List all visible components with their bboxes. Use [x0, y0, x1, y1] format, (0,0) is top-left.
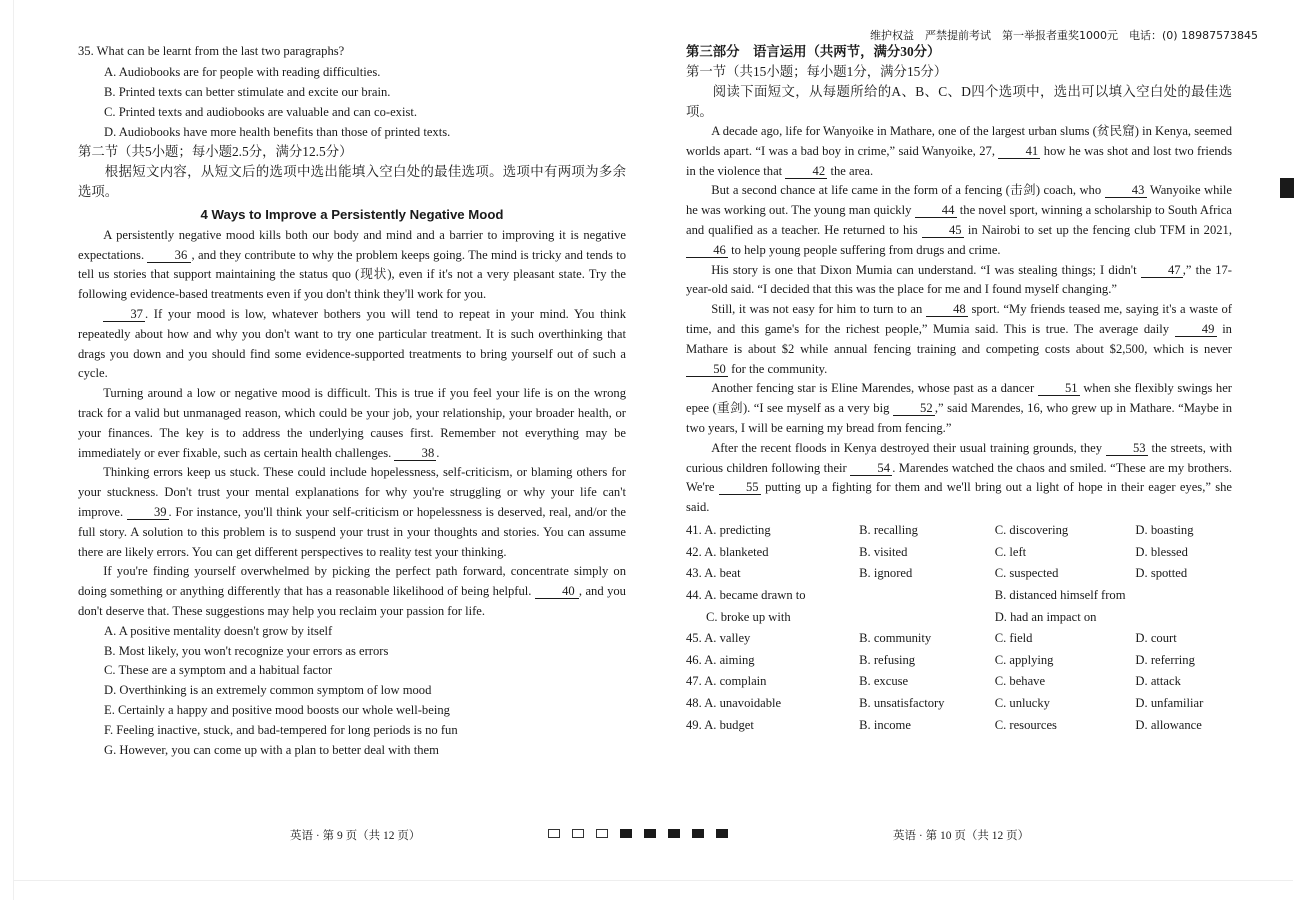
- filled-square-marker: [716, 829, 728, 838]
- answer-option-cell: [859, 585, 995, 607]
- answer-row: [686, 714, 1246, 736]
- answer-row: [686, 693, 1246, 715]
- open-square-marker: [596, 829, 608, 838]
- answer-option-cell: B. ignored: [859, 566, 913, 581]
- answer-row: [686, 650, 1246, 672]
- option-g: G. However, you can come up with a plan to better deal with them: [104, 742, 439, 757]
- right-page-footer: 英语 · 第 10 页（共 12 页）: [893, 830, 1030, 842]
- cloze-paragraph-6: After the recent floods in Kenya destroyed their usual training grounds, they 53 the streets, with curious children following their 54 . Marendes watched the chaos and smiled. “These are my brothers. We're 55 putting up a fighting for them and we'll bring out a light of hope in their eager eyes,” she said.: [686, 440, 1232, 515]
- blank-44: 44: [915, 203, 957, 218]
- answer-row: [686, 628, 1246, 650]
- blank-43: 43: [1105, 183, 1147, 198]
- section-2-instruction: 根据短文内容，从短文后的选项中选出能填入空白处的最佳选项。选项中有两项为多余选项。: [78, 163, 626, 199]
- answer-option-cell: C. unlucky: [994, 695, 1050, 710]
- answer-option-cell: 44. A. became drawn to: [686, 588, 806, 603]
- blank-36: 36: [147, 248, 191, 263]
- blank-52: 52: [893, 401, 935, 416]
- article-paragraph-4: Thinking errors keep us stuck. These could include hopelessness, self-criticism, or blaming others for your stuckness. Don't trust your mental explanations for why you're struggling or why your life can't improve. 39 . For instance, you'll think your self-criticism or hopelessness is deserved, real, and/or the full story. A solution to this problem is to suspend your trust in your thoughts and stories. You can assume there are likely errors. You can get different perspectives to reality test your thinking.: [78, 465, 626, 559]
- blank-48: 48: [926, 302, 968, 317]
- open-square-marker: [572, 829, 584, 838]
- answer-option-cell: 48. A. unavoidable: [686, 695, 782, 710]
- answer-option-cell: [1135, 585, 1246, 607]
- section-1-heading: 第一节（共15小题；每小题1分，满分15分）: [686, 64, 948, 79]
- page-edge-left: [13, 0, 14, 900]
- blank-54: 54: [850, 461, 892, 476]
- answer-option-cell: D. attack: [1135, 674, 1181, 689]
- answer-option-cell: B. community: [859, 631, 932, 646]
- cloze-paragraph-2: But a second chance at life came in the form of a fencing (击剑) coach, who 43 Wanyoike while he was working out. The young man quickly 44 the novel sport, winning a scholarship to South Africa and qualified as a teacher. He returned to his 45 in Nairobi to set up the fencing club TFM in 2021, 46 to help young people suffering from drugs and crime.: [686, 183, 1232, 257]
- left-page-footer: 英语 · 第 9 页（共 12 页）: [290, 830, 421, 842]
- answer-option-cell: B. refusing: [859, 652, 916, 667]
- blank-38: 38: [394, 446, 436, 461]
- article-paragraph-1: A persistently negative mood kills both our body and mind and a barrier to improving it is negative expectations. 36 , and they contribute to why the problem keeps going. The mind is tricky and tends to tell us stories that support maintaining the status quo (现状), even if it's not a very pleasant state. Try the following evidence-based treatments even if you don't think they'll work for you.: [78, 227, 627, 302]
- answer-option-cell: [1135, 606, 1246, 628]
- answer-option-cell: B. recalling: [859, 523, 918, 538]
- anti-leak-banner: 维护权益 严禁提前考试 第一举报者重奖1000元 电话：(0) 18987573845: [870, 29, 1259, 42]
- blank-55: 55: [719, 480, 761, 495]
- blank-40: 40: [535, 584, 579, 599]
- article-title: 4 Ways to Improve a Persistently Negative Mood: [200, 206, 504, 222]
- answer-option-cell: D. spotted: [1135, 566, 1188, 581]
- option-e: E. Certainly a happy and positive mood boosts our whole well-being: [104, 702, 450, 717]
- q35-option-d: D. Audiobooks have more health benefits than those of printed texts.: [104, 124, 451, 139]
- answer-option-cell: 42. A. blanketed: [686, 544, 769, 559]
- answer-option-cell: 46. A. aiming: [686, 652, 755, 667]
- open-square-marker: [548, 829, 560, 838]
- option-b: B. Most likely, you won't recognize your errors as errors: [104, 643, 389, 658]
- answer-option-cell: C. resources: [994, 717, 1057, 732]
- blank-41: 41: [998, 144, 1040, 159]
- answer-option-cell: C. applying: [994, 652, 1054, 667]
- blank-45: 45: [922, 223, 964, 238]
- filled-square-marker: [644, 829, 656, 838]
- answer-row: [686, 606, 1246, 628]
- answer-option-cell: C. field: [994, 631, 1033, 646]
- option-d: D. Overthinking is an extremely common symptom of low mood: [104, 683, 432, 698]
- blank-46: 46: [686, 243, 728, 258]
- answer-option-cell: D. unfamiliar: [1135, 695, 1204, 710]
- option-c: C. These are a symptom and a habitual factor: [104, 663, 333, 678]
- filled-square-marker: [692, 829, 704, 838]
- q35-option-b: B. Printed texts can better stimulate and excite our brain.: [104, 84, 391, 99]
- cloze-paragraph-3: His story is one that Dixon Mumia can understand. “I was stealing things; I didn't 47 ,” the 17-year-old said. “I decided that this was the place for me and I found myself changing.”: [686, 262, 1232, 297]
- answer-option-cell: B. unsatisfactory: [859, 695, 945, 710]
- cloze-paragraph-1: A decade ago, life for Wanyoike in Mathare, one of the largest urban slums (贫民窟) in Kenya, seemed worlds apart. “I was a bad boy in crime,” said Wanyoike, 27, 41 how he was shot and lost two friends in the violence that 42 the area.: [686, 124, 1232, 178]
- answer-option-cell: C. discovering: [994, 523, 1069, 538]
- option-f: F. Feeling inactive, stuck, and bad-tempered for long periods is no fun: [104, 722, 458, 737]
- answer-option-cell: D. blessed: [1135, 544, 1188, 559]
- filled-square-marker: [668, 829, 680, 838]
- answer-option-cell: D. referring: [1135, 652, 1195, 667]
- answer-option-cell: B. excuse: [859, 674, 909, 689]
- answer-option-cell: B. distanced himself from: [994, 588, 1126, 603]
- answer-option-cell: 45. A. valley: [686, 631, 751, 646]
- answer-option-cell: D. allowance: [1135, 717, 1202, 732]
- registration-squares: [548, 829, 728, 838]
- option-a: A. A positive mentality doesn't grow by itself: [104, 623, 333, 638]
- blank-53: 53: [1106, 441, 1148, 456]
- article-paragraph-5: If you're finding yourself overwhelmed by picking the perfect path forward, concentrate simply on doing something or anything differently that has a reasonable likelihood of being helpful. 40 , and you don't deserve that. These suggestions may help you reclaim your passion for life.: [78, 564, 626, 618]
- answer-option-cell: D. boasting: [1135, 523, 1194, 538]
- right-page: [686, 42, 1232, 736]
- answer-option-cell: 49. A. budget: [686, 717, 754, 732]
- answer-option-cell: B. income: [859, 717, 911, 732]
- answer-options-table: [686, 520, 1246, 736]
- cloze-paragraph-4: Still, it was not easy for him to turn to an 48 sport. “My friends teased me, saying it's a waste of time, and this game's for the richest people,” Mumia said. This is true. The average daily 49 in Mathare is about $2 while annual fencing training and competing costs about $2,500, which is never 50 for the community.: [686, 302, 1232, 376]
- q35-option-c: C. Printed texts and audiobooks are valuable and can co-exist.: [104, 104, 418, 119]
- blank-49: 49: [1175, 322, 1217, 337]
- answer-row: [686, 585, 1246, 607]
- part-3-heading: 第三部分 语言运用（共两节，满分30分）: [686, 44, 941, 59]
- answer-row: [686, 542, 1246, 564]
- blank-39: 39: [127, 505, 169, 520]
- cloze-paragraph-5: Another fencing star is Eline Marendes, whose past as a dancer 51 when she flexibly swings her epee (重剑). “I see myself as a very big 52 ,” said Marendes, 16, who grew up in Mathare. “Maybe in two years, I will be earning my bread from fencing.”: [686, 381, 1232, 435]
- question-35: 35. What can be learnt from the last two paragraphs?: [78, 44, 345, 58]
- q35-option-a: A. Audiobooks are for people with reading difficulties.: [104, 64, 381, 79]
- edge-registration-mark: [1280, 178, 1294, 198]
- answer-option-cell: C. behave: [994, 674, 1046, 689]
- blank-51: 51: [1038, 381, 1080, 396]
- blank-37: 37: [103, 307, 145, 322]
- article-paragraph-3: Turning around a low or negative mood is difficult. This is true if you feel your life is on the wrong track for a valid but unmanaged reason, which could be your job, your relationship, your broader health, or your finances. The key is to address the underlying causes first. Remember not everything may be immediately or ever fixable, such as certain health challenges. 38 .: [78, 386, 626, 460]
- page-edge-bottom: [13, 880, 1293, 881]
- blank-42: 42: [785, 164, 827, 179]
- answer-option-cell: 47. A. complain: [686, 674, 767, 689]
- answer-option-cell: D. had an impact on: [994, 609, 1097, 624]
- section-1-instruction: 阅读下面短文，从每题所给的A、B、C、D四个选项中，选出可以填入空白处的最佳选项。: [686, 84, 1232, 119]
- blank-50: 50: [686, 362, 728, 377]
- answer-row: [686, 520, 1246, 542]
- answer-option-cell: 41. A. predicting: [686, 523, 771, 538]
- answer-option-cell: C. left: [994, 544, 1027, 559]
- answer-option-cell: C. broke up with: [706, 609, 791, 624]
- answer-row: [686, 671, 1246, 693]
- answer-row: [686, 563, 1246, 585]
- answer-option-cell: 43. A. beat: [686, 566, 741, 581]
- answer-option-cell: C. suspected: [994, 566, 1059, 581]
- answer-option-cell: B. visited: [859, 544, 908, 559]
- section-2-heading: 第二节（共5小题；每小题2.5分，满分12.5分）: [78, 143, 353, 159]
- article-paragraph-2: 37 . If your mood is low, whatever bothers you will tend to repeat in your mind. You think repeatedly about how and why you don't want to try one particular treatment. It is such overthinking that drags you down and you should find some evidence-supported treatments to bring yourself out of such a cycle.: [78, 306, 626, 381]
- answer-option-cell: [859, 606, 995, 628]
- blank-47: 47: [1141, 263, 1183, 278]
- left-page: [78, 42, 626, 760]
- filled-square-marker: [620, 829, 632, 838]
- answer-option-cell: D. court: [1135, 631, 1177, 646]
